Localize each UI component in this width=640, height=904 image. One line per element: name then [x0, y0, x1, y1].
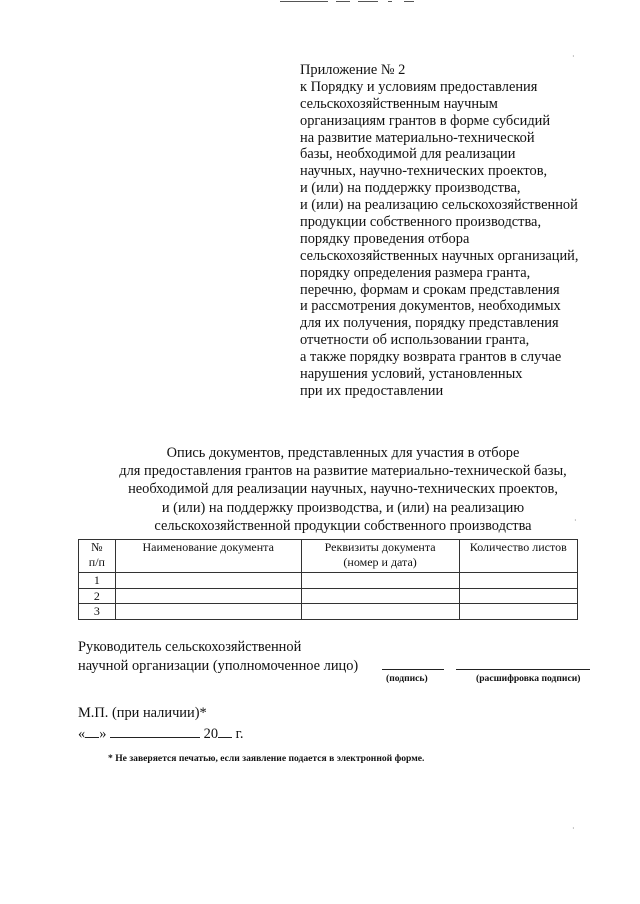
signature-field[interactable]	[382, 669, 444, 670]
appendix-line: на развитие материально-технической	[300, 129, 535, 146]
table-header-row	[79, 540, 578, 573]
signature-block	[78, 638, 358, 676]
appendix-line: нарушения условий, установленных	[300, 366, 523, 383]
header-number-line2: п/п	[88, 554, 105, 569]
appendix-line: порядку определения размера гранта,	[300, 264, 531, 281]
document-title	[80, 444, 606, 535]
date-month-field[interactable]	[110, 723, 200, 738]
date-line	[78, 723, 244, 744]
stamp-date-block	[78, 703, 244, 744]
table-row	[79, 604, 578, 620]
header-details-line1: Реквизиты документа	[324, 540, 436, 554]
cell-number: 2	[79, 588, 116, 604]
appendix-line: отчетности об использовании гранта,	[300, 332, 530, 349]
table-row	[79, 573, 578, 589]
cell-document-name[interactable]	[115, 588, 301, 604]
title-line: для предоставления грантов на развитие материально-технической базы,	[119, 463, 567, 480]
cell-document-details[interactable]	[301, 573, 459, 589]
cell-number: 3	[79, 604, 116, 620]
cell-sheet-count[interactable]	[459, 604, 577, 620]
appendix-line: и (или) на реализацию сельскохозяйственной	[300, 197, 578, 214]
appendix-line: и рассмотрения документов, необходимых	[300, 298, 561, 315]
cell-sheet-count[interactable]	[459, 573, 577, 589]
signature-label-line1: Руководитель сельскохозяйственной	[78, 639, 302, 655]
header-details-line2: (номер и дата)	[343, 554, 417, 569]
appendix-line: базы, необходимой для реализации	[300, 146, 516, 163]
date-open-quote: «	[78, 726, 86, 742]
signature-label-line2: научной организации (уполномоченное лицо)	[78, 658, 359, 674]
date-day-field[interactable]	[85, 723, 99, 738]
header-number	[79, 540, 116, 573]
appendix-line: при их предоставлении	[300, 382, 444, 399]
date-year-field[interactable]	[218, 723, 232, 738]
appendix-line: Приложение № 2	[300, 62, 406, 78]
header-sheet-count: Количество листов	[459, 540, 577, 573]
title-line: необходимой для реализации научных, научно-технических проектов,	[128, 481, 558, 498]
appendix-line: а также порядку возврата грантов в случае	[300, 349, 562, 366]
table-row	[79, 588, 578, 604]
scan-speck: ·	[572, 824, 575, 833]
appendix-line: порядку проведения отбора	[300, 230, 470, 247]
appendix-line: к Порядку и условиям предоставления	[300, 78, 538, 95]
appendix-line: сельскохозяйственных научных организаций,	[300, 247, 579, 264]
cell-document-details[interactable]	[301, 604, 459, 620]
cell-sheet-count[interactable]	[459, 588, 577, 604]
scan-speck: ·	[574, 516, 577, 525]
scan-marks	[280, 0, 420, 4]
date-close-quote: »	[99, 726, 107, 742]
cell-document-details[interactable]	[301, 588, 459, 604]
footnote: * Не заверяется печатью, если заявление подается в электронной форме.	[108, 753, 425, 764]
header-document-details	[301, 540, 459, 573]
date-year-suffix: г.	[235, 726, 244, 742]
scan-speck: ·	[572, 52, 575, 61]
appendix-line: научных, научно-технических проектов,	[300, 163, 548, 180]
cell-number: 1	[79, 573, 116, 589]
title-line: и (или) на поддержку производства, и (или) на реализацию	[161, 499, 525, 516]
title-line: сельскохозяйственной продукции собственного производства	[154, 517, 532, 534]
appendix-line: продукции собственного производства,	[300, 214, 542, 231]
signature-decoding-field[interactable]	[456, 669, 590, 670]
date-year-prefix: 20	[203, 726, 219, 742]
documents-table	[78, 539, 578, 620]
stamp-label: М.П. (при наличии)*	[78, 705, 207, 721]
signature-caption: (подпись)	[386, 673, 428, 684]
appendix-line: для их получения, порядку представления	[300, 315, 559, 332]
appendix-line: и (или) на поддержку производства,	[300, 180, 521, 197]
title-line: Опись документов, представленных для участия в отборе	[166, 445, 520, 461]
header-document-name: Наименование документа	[115, 540, 301, 573]
appendix-line: организациям грантов в форме субсидий	[300, 112, 551, 129]
cell-document-name[interactable]	[115, 604, 301, 620]
cell-document-name[interactable]	[115, 573, 301, 589]
appendix-header	[300, 62, 578, 400]
appendix-line: сельскохозяйственным научным	[300, 95, 498, 112]
appendix-line: перечню, формам и срокам представления	[300, 281, 560, 298]
header-number-line1: №	[91, 540, 103, 554]
signature-decoding-caption: (расшифровка подписи)	[476, 673, 581, 684]
